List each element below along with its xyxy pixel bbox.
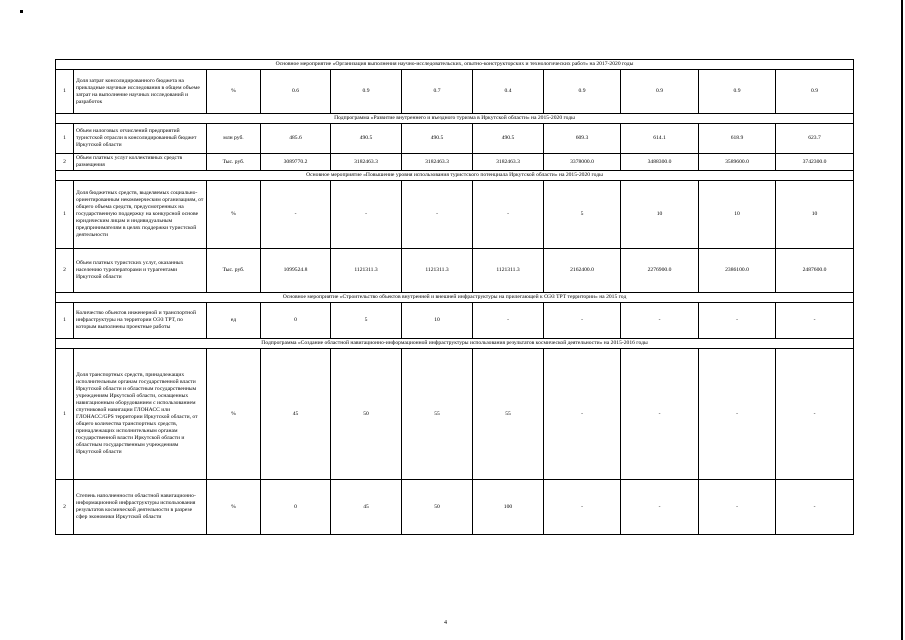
- value-cell: -: [621, 303, 699, 339]
- value-cell: 0.4: [473, 70, 544, 114]
- section-title: Подпрограмма «Развитие внутреннего и въездного туризма в Иркутской области» на 2015-2020 годы: [56, 114, 854, 124]
- section-header-row: [56, 171, 854, 181]
- value-cell: 3182463.3: [331, 154, 402, 171]
- indicator-name: Объем платных услуг коллективных средств размещения: [74, 154, 207, 171]
- value-cell: 5: [331, 303, 402, 339]
- unit-cell: %: [207, 480, 261, 535]
- value-cell: 3589600.0: [699, 154, 776, 171]
- value-cell: 490.5: [473, 124, 544, 154]
- value-cell: -: [699, 303, 776, 339]
- value-cell: 3378000.0: [544, 154, 621, 171]
- value-cell: 10: [402, 303, 473, 339]
- value-cell: 2276900.0: [621, 249, 699, 293]
- value-cell: 10: [621, 181, 699, 249]
- indicators-table-wrapper: [55, 59, 853, 535]
- value-cell: 3182463.3: [473, 154, 544, 171]
- indicator-name: Степень наполненности областной навигационно-информационной инфраструктуры использования результатов космической деятельности в разрезе сфер экономики Иркутской области: [74, 480, 207, 535]
- value-cell: -: [699, 480, 776, 535]
- unit-cell: млн руб.: [207, 124, 261, 154]
- value-cell: 0.9: [621, 70, 699, 114]
- value-cell: 618.9: [699, 124, 776, 154]
- table-row: [56, 249, 854, 293]
- value-cell: -: [261, 181, 331, 249]
- table-row: [56, 480, 854, 535]
- value-cell: 3742300.0: [776, 154, 854, 171]
- value-cell: 609.3: [544, 124, 621, 154]
- unit-cell: ед: [207, 303, 261, 339]
- row-number: 1: [56, 124, 74, 154]
- value-cell: 1099524.8: [261, 249, 331, 293]
- scan-mark: [20, 10, 23, 13]
- value-cell: -: [331, 181, 402, 249]
- indicator-name: Количество объектов инженерной и транспортной инфраструктуры на территории ОЭЗ ТРТ, по которым выполнены проектные работы: [74, 303, 207, 339]
- indicators-table: [55, 59, 854, 535]
- value-cell: 485.6: [261, 124, 331, 154]
- value-cell: 3488300.0: [621, 154, 699, 171]
- row-number: 1: [56, 349, 74, 480]
- value-cell: 0.9: [544, 70, 621, 114]
- indicator-name: Объем налоговых отчислений предприятий туристской отрасли в консолидированный бюджет Иркутской области: [74, 124, 207, 154]
- value-cell: 0.9: [331, 70, 402, 114]
- value-cell: 490.5: [331, 124, 402, 154]
- value-cell: -: [776, 303, 854, 339]
- value-cell: 2487600.0: [776, 249, 854, 293]
- value-cell: 0: [261, 480, 331, 535]
- value-cell: 0: [261, 303, 331, 339]
- value-cell: 3182463.3: [402, 154, 473, 171]
- value-cell: 5: [544, 181, 621, 249]
- section-header-row: [56, 293, 854, 303]
- table-row: [56, 154, 854, 171]
- scan-edge: [901, 0, 903, 640]
- value-cell: -: [544, 349, 621, 480]
- value-cell: 0.9: [776, 70, 854, 114]
- indicator-name: Объем платных туристских услуг, оказанных населению туроператорами и турагентами Иркутской области: [74, 249, 207, 293]
- value-cell: 45: [331, 480, 402, 535]
- table-row: [56, 181, 854, 249]
- section-title: Основное мероприятие «Строительство объектов внутренней и внешней инфраструктуры на прилегающей к ОЭЗ ТРТ территории» на 2015 год: [56, 293, 854, 303]
- row-number: 2: [56, 249, 74, 293]
- row-number: 1: [56, 303, 74, 339]
- section-header-row: [56, 339, 854, 349]
- value-cell: 614.1: [621, 124, 699, 154]
- value-cell: 45: [261, 349, 331, 480]
- unit-cell: %: [207, 70, 261, 114]
- value-cell: -: [699, 349, 776, 480]
- value-cell: -: [473, 303, 544, 339]
- value-cell: 1121311.3: [473, 249, 544, 293]
- row-number: 1: [56, 181, 74, 249]
- indicator-name: Доля затрат консолидированного бюджета на прикладные научные исследования в общем объеме затрат на выполнение научных исследований и разработок: [74, 70, 207, 114]
- value-cell: 100: [473, 480, 544, 535]
- value-cell: -: [473, 181, 544, 249]
- value-cell: 50: [331, 349, 402, 480]
- section-header-row: [56, 114, 854, 124]
- unit-cell: Тыс. руб.: [207, 154, 261, 171]
- value-cell: 50: [402, 480, 473, 535]
- value-cell: 623.7: [776, 124, 854, 154]
- value-cell: 1121311.3: [331, 249, 402, 293]
- value-cell: 10: [699, 181, 776, 249]
- value-cell: 0.9: [699, 70, 776, 114]
- unit-cell: Тыс. руб.: [207, 249, 261, 293]
- value-cell: -: [621, 480, 699, 535]
- row-number: 2: [56, 154, 74, 171]
- value-cell: -: [544, 303, 621, 339]
- section-title: Основное мероприятие «Повышение уровня использования туристского потенциала Иркутской области» на 2015-2020 годы: [56, 171, 854, 181]
- table-row: [56, 124, 854, 154]
- indicator-name: Доля бюджетных средств, выделяемых социально-ориентированным некоммерческим организациям, от общего объема средств, предусмотренных на государственную поддержку на конкурсной основе юридическим лицам и индивидуальным предпринимателям в целях поддержки туристской деятельности: [74, 181, 207, 249]
- value-cell: 3089770.2: [261, 154, 331, 171]
- value-cell: 0.7: [402, 70, 473, 114]
- value-cell: 10: [776, 181, 854, 249]
- table-row: [56, 70, 854, 114]
- value-cell: 1121311.3: [402, 249, 473, 293]
- section-title: Подпрограмма «Создание областной навигационно-информационной инфраструктуры использования результатов космической деятельности» на 2015-2016 годы: [56, 339, 854, 349]
- row-number: 1: [56, 70, 74, 114]
- value-cell: -: [402, 181, 473, 249]
- value-cell: 2162400.0: [544, 249, 621, 293]
- value-cell: 55: [473, 349, 544, 480]
- value-cell: -: [621, 349, 699, 480]
- value-cell: 0.6: [261, 70, 331, 114]
- indicator-name: Доля транспортных средств, принадлежащих исполнительным органам государственной власти Иркутской области и областным государственным учреждениям Иркутской области, оснащенных навигационным оборудованием с использованием спутниковой навигации ГЛОНАСС или ГЛОНАСС/GPS территории Иркутской области, от общего количества транспортных средств, принадлежащих исполнительным органам государственной власти Иркутской области и областным государственным учреждениям Иркутской области: [74, 349, 207, 480]
- table-row: [56, 349, 854, 480]
- unit-cell: %: [207, 181, 261, 249]
- value-cell: 2386100.0: [699, 249, 776, 293]
- row-number: 2: [56, 480, 74, 535]
- page-number: 4: [444, 620, 447, 626]
- section-header-row: [56, 60, 854, 70]
- unit-cell: %: [207, 349, 261, 480]
- value-cell: 490.5: [402, 124, 473, 154]
- value-cell: 55: [402, 349, 473, 480]
- section-title: Основное мероприятие «Организация выполнения научно-исследовательских, опытно-конструкторских и технологических работ» на 2017-2020 годы: [56, 60, 854, 70]
- table-row: [56, 303, 854, 339]
- value-cell: -: [544, 480, 621, 535]
- value-cell: -: [776, 480, 854, 535]
- value-cell: -: [776, 349, 854, 480]
